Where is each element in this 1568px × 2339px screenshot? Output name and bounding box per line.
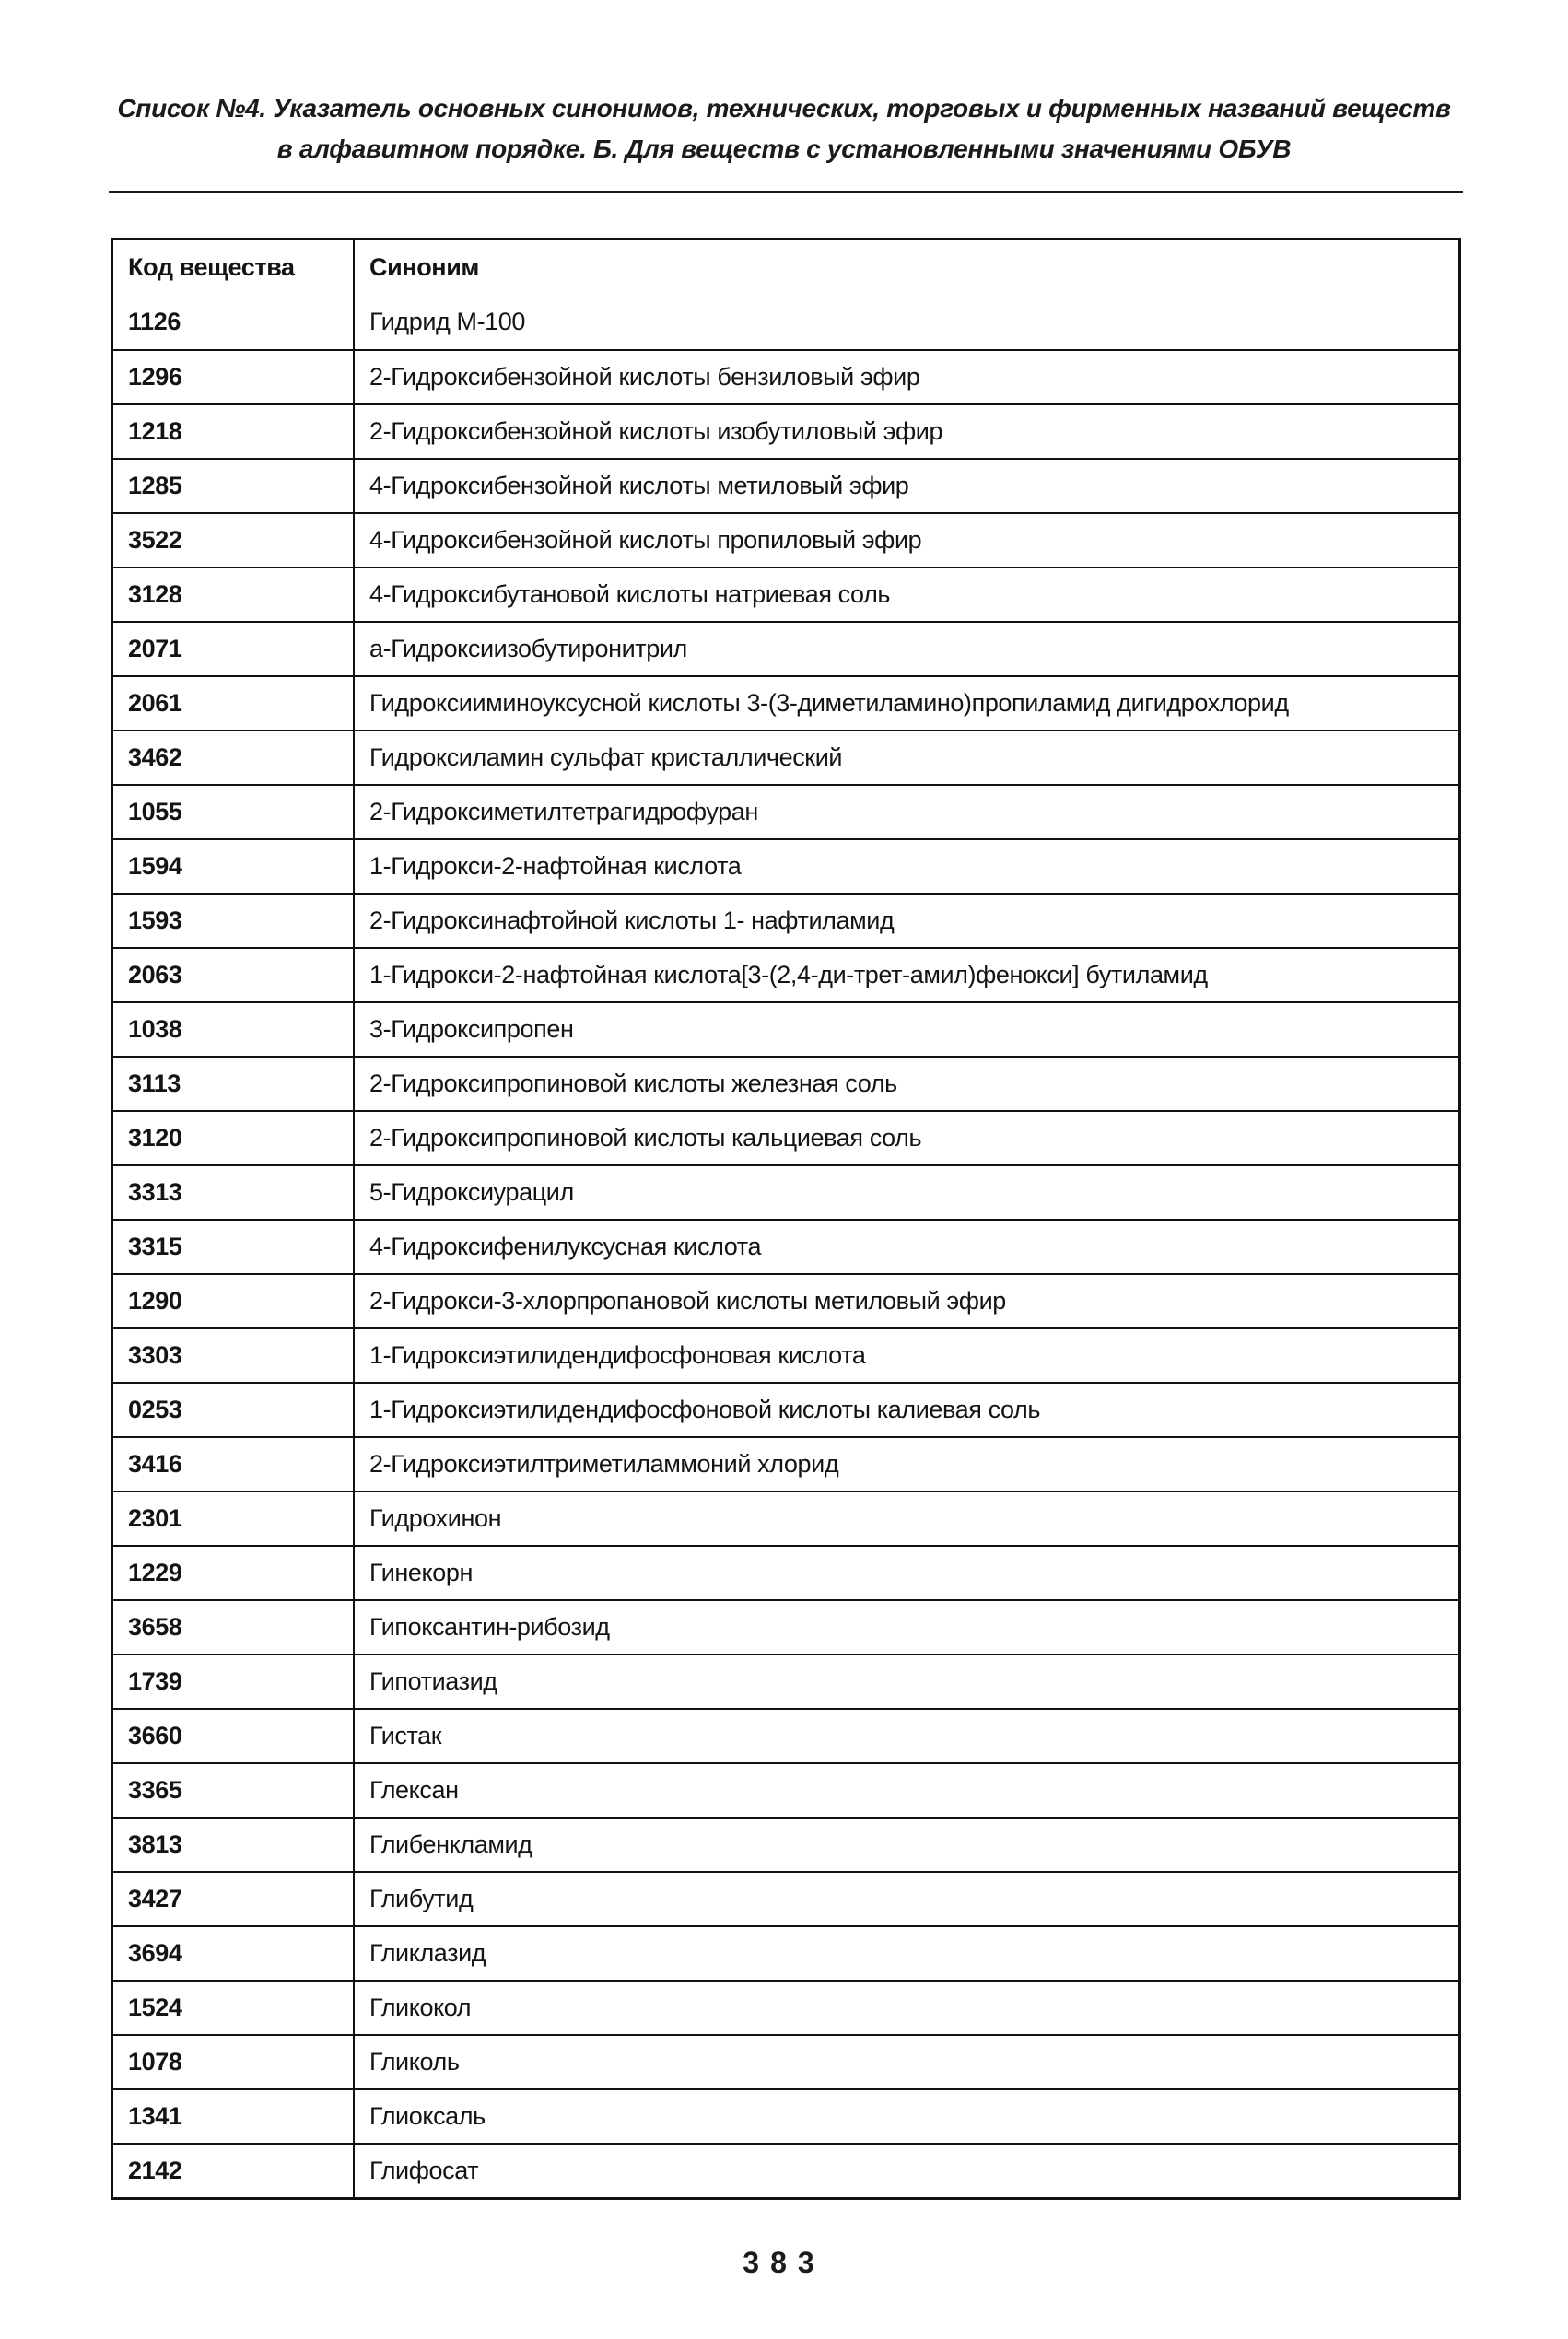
synonym: Гликлазид: [369, 1939, 486, 1967]
substance-code: 1290: [113, 1275, 355, 1327]
substance-code: 3113: [113, 1058, 355, 1110]
synonym: 1-Гидроксиэтилидендифосфоновая кислота: [369, 1341, 866, 1369]
table-row: [113, 295, 1458, 349]
table-row: [113, 1599, 1458, 1654]
synonym: Гидроксиламин сульфат кристаллический: [369, 743, 843, 771]
substance-code: 3416: [113, 1438, 355, 1491]
table-row: [113, 2034, 1458, 2088]
synonym: 4-Гидроксибутановой кислоты натриевая соль: [369, 580, 891, 608]
substance-code: 1341: [113, 2090, 355, 2143]
substance-code: 3658: [113, 1601, 355, 1654]
substance-code: 2061: [113, 677, 355, 730]
table-row: [113, 1164, 1458, 1219]
substance-code: 1285: [113, 460, 355, 512]
substance-code: 0253: [113, 1384, 355, 1436]
table-row: [113, 512, 1458, 567]
synonym: 2-Гидрокси-3-хлорпропановой кислоты метиловый эфир: [369, 1287, 1006, 1315]
table-row: [113, 1817, 1458, 1871]
table-row: [113, 1980, 1458, 2034]
table-row: [113, 730, 1458, 784]
synonym: a-Гидроксиизобутиронитрил: [369, 635, 687, 662]
header-line-1: Список №4. Указатель основных синонимов, технических, торговых и фирменных названий веществ: [117, 94, 1451, 123]
synonym: Гидрохинон: [369, 1504, 502, 1532]
synonym: 1-Гидрокси-2-нафтойная кислота[3-(2,4-ди-трет-амил)фенокси] бутиламид: [369, 961, 1208, 988]
substance-code: 1078: [113, 2036, 355, 2088]
substance-code: 2063: [113, 949, 355, 1001]
substance-code: 3313: [113, 1166, 355, 1219]
synonym: 4-Гидроксифенилуксусная кислота: [369, 1233, 762, 1260]
synonym: 4-Гидроксибензойной кислоты метиловый эфир: [369, 472, 909, 499]
table-row: [113, 893, 1458, 947]
header-divider: [109, 191, 1463, 193]
table-row: [113, 621, 1458, 675]
table-row: [113, 1491, 1458, 1545]
table-row: [113, 1219, 1458, 1273]
synonym: Глифосат: [369, 2157, 479, 2184]
table-row: [113, 1436, 1458, 1491]
substance-code: 1218: [113, 405, 355, 458]
substance-code: 1038: [113, 1003, 355, 1056]
table-row: [113, 2088, 1458, 2143]
substance-code: 3427: [113, 1873, 355, 1925]
page-header: [92, 88, 1476, 170]
table-row: [113, 1925, 1458, 1980]
synonym: 4-Гидроксибензойной кислоты пропиловый эфир: [369, 526, 922, 554]
table-row: [113, 567, 1458, 621]
table-header-row: [113, 240, 1458, 295]
synonym: Гликоль: [369, 2048, 460, 2076]
column-header-code: Код вещества: [113, 240, 355, 295]
table-row: [113, 1871, 1458, 1925]
substance-code: 3120: [113, 1112, 355, 1164]
synonym: 1-Гидрокси-2-нафтойная кислота: [369, 852, 742, 880]
substance-code: 1055: [113, 786, 355, 838]
table-row: [113, 1654, 1458, 1708]
substance-code: 2142: [113, 2145, 355, 2197]
synonym: Гипоксантин-рибозид: [369, 1613, 610, 1641]
table-row: [113, 349, 1458, 403]
header-line-2: в алфавитном порядке. Б. Для веществ с установленными значениями ОБУВ: [276, 134, 1292, 163]
table-row: [113, 784, 1458, 838]
table-row: [113, 1273, 1458, 1327]
substance-code: 3694: [113, 1927, 355, 1980]
synonym: Гликокол: [369, 1994, 472, 2021]
table-row: [113, 1382, 1458, 1436]
substance-code: 1594: [113, 840, 355, 893]
synonym: 3-Гидроксипропен: [369, 1015, 574, 1043]
synonym: Гипотиазид: [369, 1667, 497, 1695]
synonym: 2-Гидроксиметилтетрагидрофуран: [369, 798, 758, 825]
substance-code: 3660: [113, 1710, 355, 1762]
table-row: [113, 1327, 1458, 1382]
synonym: Гидроксииминоуксусной кислоты 3-(3-диметиламино)пропиламид дигидрохлорид: [369, 689, 1289, 717]
table-row: [113, 838, 1458, 893]
synonym: Гинекорн: [369, 1559, 473, 1586]
synonym: Глиоксаль: [369, 2102, 486, 2130]
synonym: 2-Гидроксипропиновой кислоты железная соль: [369, 1070, 897, 1097]
table-row: [113, 1708, 1458, 1762]
table-row: [113, 1001, 1458, 1056]
synonym: Глибенкламид: [369, 1830, 532, 1858]
table-row: [113, 947, 1458, 1001]
synonym: 5-Гидроксиурацил: [369, 1178, 574, 1206]
substance-code: 3522: [113, 514, 355, 567]
synonym: 2-Гидроксибензойной кислоты изобутиловый эфир: [369, 417, 943, 445]
substance-code: 1229: [113, 1547, 355, 1599]
page-number: 383: [743, 2246, 825, 2279]
table-row: [113, 1762, 1458, 1817]
substance-code: 1296: [113, 351, 355, 403]
synonym: Глексан: [369, 1776, 459, 1804]
synonym: 2-Гидроксиэтилтриметиламмоний хлорид: [369, 1450, 839, 1478]
substance-code: 1593: [113, 895, 355, 947]
synonym: 2-Гидроксибензойной кислоты бензиловый эфир: [369, 363, 920, 391]
substance-code: 3303: [113, 1329, 355, 1382]
table-row: [113, 1056, 1458, 1110]
synonym-table: [111, 238, 1461, 2200]
substance-code: 1739: [113, 1655, 355, 1708]
synonym: Гистак: [369, 1722, 442, 1749]
substance-code: 3462: [113, 731, 355, 784]
substance-code: 1126: [113, 295, 355, 349]
table-row: [113, 1545, 1458, 1599]
substance-code: 3813: [113, 1819, 355, 1871]
substance-code: 2301: [113, 1492, 355, 1545]
column-header-synonym: Синоним: [369, 253, 479, 281]
table-row: [113, 403, 1458, 458]
substance-code: 3128: [113, 568, 355, 621]
substance-code: 3315: [113, 1221, 355, 1273]
synonym: 1-Гидроксиэтилидендифосфоновой кислоты калиевая соль: [369, 1396, 1041, 1423]
table-row: [113, 2143, 1458, 2197]
synonym: 2-Гидроксинафтойной кислоты 1- нафтиламид: [369, 906, 895, 934]
table-body: [113, 295, 1458, 2197]
table-row: [113, 458, 1458, 512]
synonym: Глибутид: [369, 1885, 474, 1912]
substance-code: 2071: [113, 623, 355, 675]
synonym: 2-Гидроксипропиновой кислоты кальциевая соль: [369, 1124, 922, 1152]
table-row: [113, 675, 1458, 730]
table-row: [113, 1110, 1458, 1164]
substance-code: 3365: [113, 1764, 355, 1817]
synonym: Гидрид М-100: [369, 308, 526, 335]
substance-code: 1524: [113, 1982, 355, 2034]
